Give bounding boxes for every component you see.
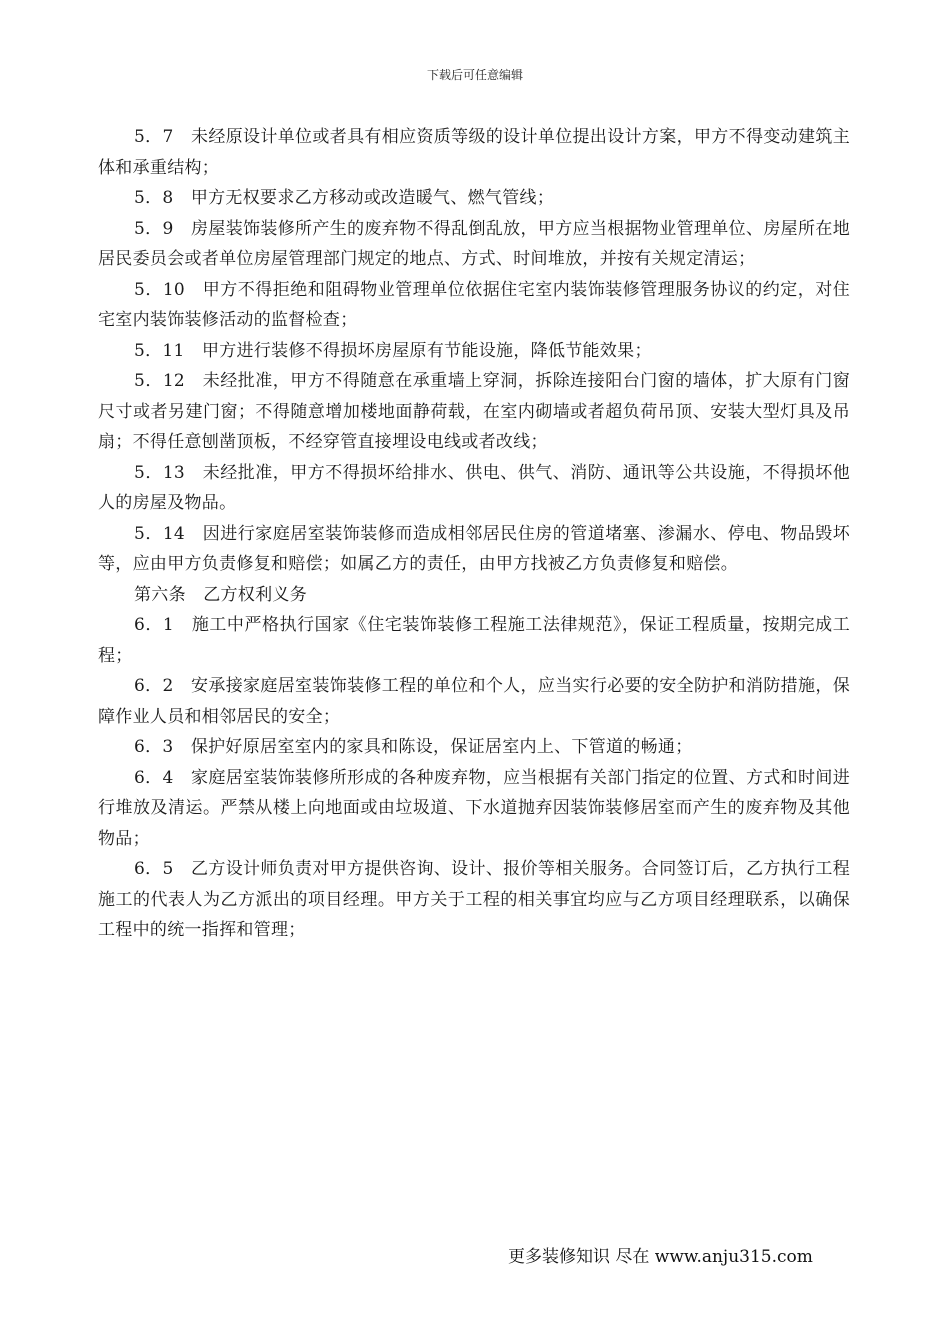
clause-5-13: 5．13 未经批准，甲方不得损坏给排水、供电、供气、消防、通讯等公共设施，不得损坏他人的房屋及物品。 [98, 462, 850, 513]
clause-6-2: 6．2 安承接家庭居室装饰装修工程的单位和个人，应当实行必要的安全防护和消防措施，保障作业人员和相邻居民的安全； [98, 676, 850, 727]
clause-5-10: 5．10 甲方不得拒绝和阻碍物业管理单位依据住宅室内装饰装修管理服务协议的约定，对住宅室内装饰装修活动的监督检查； [98, 279, 850, 330]
clause-5-9: 5．9 房屋装饰装修所产生的废弃物不得乱倒乱放，甲方应当根据物业管理单位、房屋所在地居民委员会或者单位房屋管理部门规定的地点、方式、时间堆放，并按有关规定清运； [98, 218, 850, 269]
document-body [98, 122, 850, 946]
clause-5-8: 5．8 甲方无权要求乙方移动或改造暖气、燃气管线； [134, 188, 555, 208]
clause-6-4: 6．4 家庭居室装饰装修所形成的各种废弃物，应当根据有关部门指定的位置、方式和时间进行堆放及清运。严禁从楼上向地面或由垃圾道、下水道抛弃因装饰装修居室而产生的废弃物及其他物品； [98, 767, 850, 849]
clause-6-5: 6．5 乙方设计师负责对甲方提供咨询、设计、报价等相关服务。合同签订后，乙方执行工程施工的代表人为乙方派出的项目经理。甲方关于工程的相关事宜均应与乙方项目经理联系，以确保工程中的统一指挥和管理； [98, 859, 850, 940]
clause-5-7: 5．7 未经原设计单位或者具有相应资质等级的设计单位提出设计方案，甲方不得变动建筑主体和承重结构； [98, 127, 850, 178]
page-footer: 更多装修知识 尽在 www.anju315.com [508, 1247, 813, 1267]
page-header: 下载后可任意编辑 [426, 68, 523, 82]
clause-5-14: 5．14 因进行家庭居室装饰装修而造成相邻居民住房的管道堵塞、渗漏水、停电、物品毁坏等，应由甲方负责修复和赔偿；如属乙方的责任，由甲方找被乙方负责修复和赔偿。 [98, 523, 850, 574]
section-heading-article-6: 第六条 乙方权利义务 [134, 584, 307, 605]
clause-5-12: 5．12 未经批准，甲方不得随意在承重墙上穿洞，拆除连接阳台门窗的墙体，扩大原有门窗尺寸或者另建门窗；不得随意增加楼地面静荷载，在室内砌墙或者超负荷吊顶、安装大型灯具及吊扇；不得任意刨凿顶板，不经穿管直接埋设电线或者改线； [98, 371, 850, 452]
clause-5-11: 5．11 甲方进行装修不得损坏房屋原有节能设施，降低节能效果； [134, 340, 652, 361]
clause-6-1: 6．1 施工中严格执行国家《住宅装饰装修工程施工法律规范》，保证工程质量，按期完成工程； [98, 615, 850, 666]
clause-6-3: 6．3 保护好原居室室内的家具和陈设，保证居室内上、下管道的畅通； [134, 737, 693, 757]
